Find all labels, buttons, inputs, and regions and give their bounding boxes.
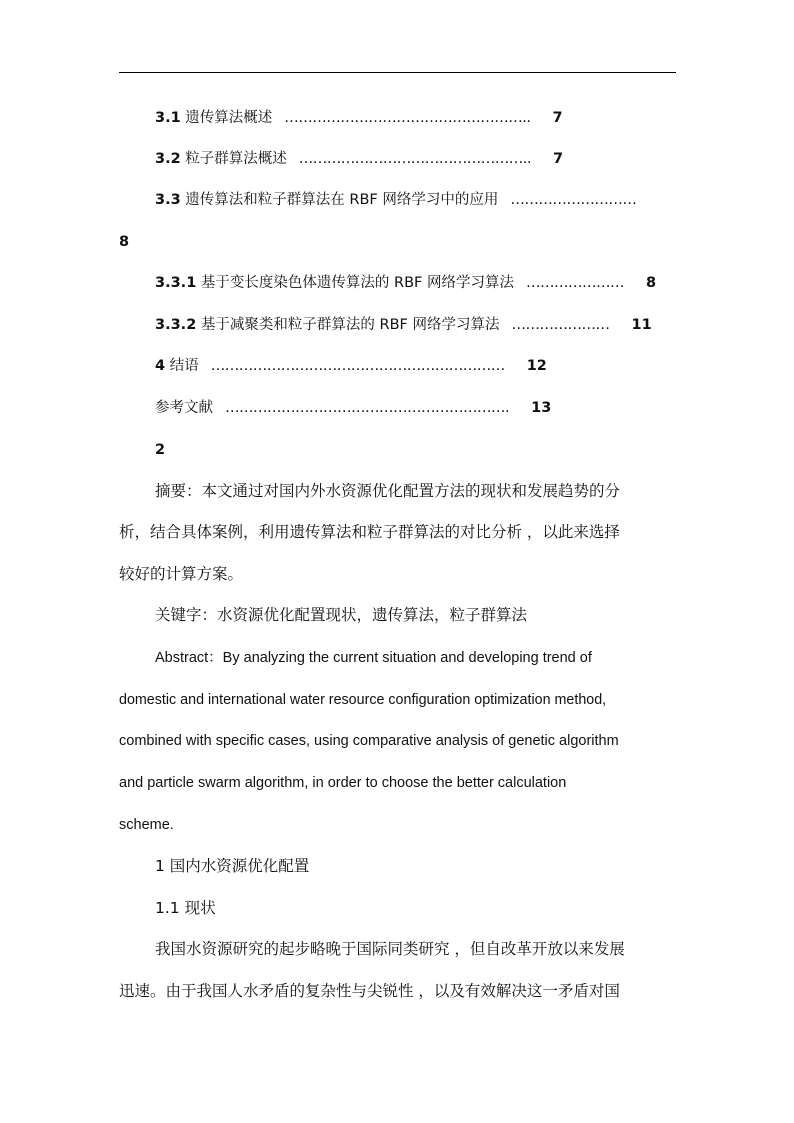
- abstract-en-line: domestic and international water resource configuration optimization method,: [119, 692, 607, 708]
- toc-page: 7: [553, 151, 564, 167]
- toc-entry-3-3-2[interactable]: [155, 315, 652, 335]
- toc-entry-4[interactable]: [155, 356, 547, 376]
- abstract-en-line: scheme.: [119, 817, 174, 833]
- body-line: 迅速。由于我国人水矛盾的复杂性与尖锐性 ，以及有效解决这一矛盾对国: [119, 982, 620, 1000]
- body-line: 我国水资源研究的起步略晚于国际同类研究 ，但自改革开放以来发展: [155, 940, 625, 958]
- toc-number: 3.3: [155, 192, 181, 208]
- toc-title: 结语: [169, 358, 199, 374]
- toc-leader: ……………………………………………..: [284, 110, 531, 126]
- toc-page: 12: [526, 358, 547, 374]
- toc-entry-3-3[interactable]: [155, 190, 644, 210]
- toc-leader: …………………………………………..: [298, 151, 532, 167]
- toc-entry-3-3-1[interactable]: [155, 273, 656, 293]
- abstract-cn-line: 摘要：本文通过对国内外水资源优化配置方法的现状和发展趋势的分: [155, 482, 621, 500]
- keywords: 关键字：水资源优化配置现状，遗传算法，粒子群算法: [155, 606, 528, 624]
- toc-page: 7: [552, 110, 563, 126]
- toc-page: 8: [646, 275, 657, 291]
- abstract-cn-line: 较好的计算方案。: [119, 565, 244, 583]
- toc-entry-3-1[interactable]: [155, 108, 563, 128]
- toc-page-3-3: 8: [119, 234, 130, 250]
- toc-title: 遗传算法和粒子群算法在 RBF 网络学习中的应用: [185, 192, 499, 208]
- toc-number: 3.3.2: [155, 317, 197, 333]
- toc-title: 遗传算法概述: [185, 110, 273, 126]
- toc-leader: ………………………: [510, 192, 637, 208]
- toc-number: 3.2: [155, 151, 181, 167]
- toc-title: 基于变长度染色体遗传算法的 RBF 网络学习算法: [200, 275, 514, 291]
- abstract-en-line: Abstract：By analyzing the current situation and developing trend of: [155, 650, 592, 666]
- toc-title: 基于减聚类和粒子群算法的 RBF 网络学习算法: [200, 317, 500, 333]
- toc-entry-references[interactable]: [155, 398, 551, 418]
- toc-title: 参考文献: [155, 400, 213, 416]
- header-rule: [119, 72, 676, 73]
- toc-page: 11: [631, 317, 652, 333]
- toc-entry-3-2[interactable]: [155, 149, 563, 169]
- toc-title: 粒子群算法概述: [185, 151, 287, 167]
- page-number: 2: [155, 442, 166, 458]
- section-heading: 1 国内水资源优化配置: [155, 857, 310, 875]
- toc-page: 13: [531, 400, 552, 416]
- toc-leader: …………………: [511, 317, 610, 333]
- toc-leader: ………………………………………………………: [210, 358, 505, 374]
- toc-leader: …………………………………………………….: [225, 400, 510, 416]
- toc-number: 3.3.1: [155, 275, 197, 291]
- abstract-en-line: combined with specific cases, using comparative analysis of genetic algorithm: [119, 733, 619, 749]
- toc-leader: …………………: [526, 275, 624, 291]
- toc-number: 3.1: [155, 110, 181, 126]
- subsection-heading: 1.1 现状: [155, 899, 216, 917]
- abstract-cn-line: 析，结合具体案例，利用遗传算法和粒子群算法的对比分析 ，以此来选择: [119, 523, 620, 541]
- toc-number: 4: [155, 358, 166, 374]
- abstract-en-line: and particle swarm algorithm, in order to choose the better calculation: [119, 775, 567, 791]
